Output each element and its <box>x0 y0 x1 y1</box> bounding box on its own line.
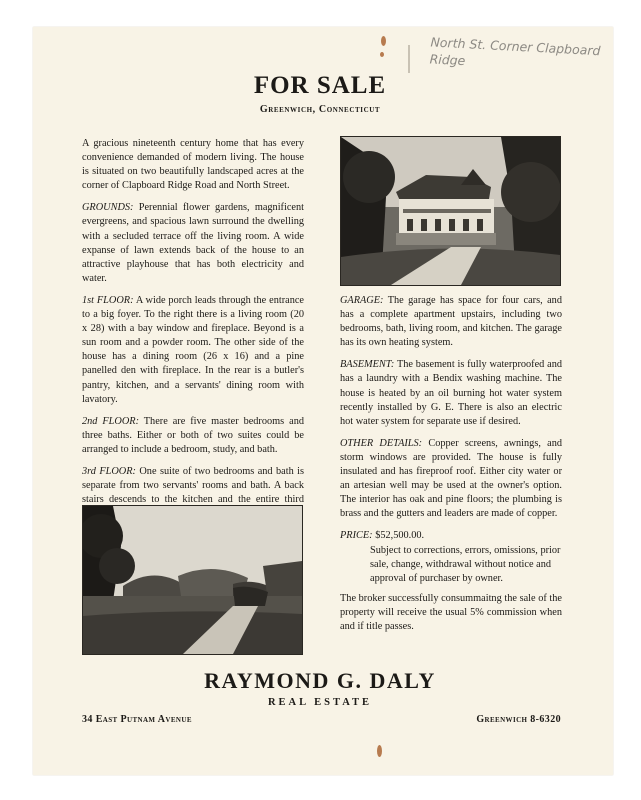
garage-paragraph <box>340 294 562 350</box>
company-address: 34 East Putnam Avenue <box>82 714 192 725</box>
price-line <box>340 529 562 543</box>
basement-paragraph <box>340 358 562 428</box>
price-value: $52,500.00. <box>375 530 425 542</box>
company-name: RAYMOND G. DALY <box>204 668 436 693</box>
second-floor-paragraph <box>82 415 304 457</box>
location-subtitle: Greenwich, Connecticut <box>259 104 381 115</box>
grounds-text: Perennial flower gardens, magnificent evergreens, and spacious lawn surround the dwelling with a secluded terrace off the living room. A wide expanse of lawn extends back of the house to an attractive playhouse that has both electricity and water. <box>82 202 304 284</box>
intro-paragraph: A gracious nineteenth century home that has every convenience demanded of modern living. The house is situated on two beautifully landscaped acres at the corner of Clapboard Ridge Road and North Street. <box>82 138 304 192</box>
handwritten-note: North St. Corner Clapboard Ridge <box>429 34 601 69</box>
garage-text: The garage has space for four cars, and has a complete apartment upstairs, including two bedrooms, bath, living room, and kitchen. The garage has its own heating system. <box>340 295 562 349</box>
stain-top-2 <box>380 52 384 57</box>
basement-text: The basement is fully waterproofed and has a laundry with a Bendix washing machine. The house is heated by an oil burning hot water system recently installed by G. E. There is also an electric hot water system for separate use if desired. <box>340 359 563 427</box>
second-floor-text: There are five master bedrooms and three baths. Either or both of two suites could be arranged to include a bedroom, study, and bath. <box>82 415 304 455</box>
first-floor-paragraph <box>82 294 304 407</box>
garage-label: GARAGE: <box>340 295 384 306</box>
third-floor-text: One suite of two bedrooms and bath is separate from two servants' rooms and bath. A back stairs descends to the kitchen and the entire third <box>82 465 304 506</box>
pencil-mark <box>408 45 410 73</box>
stain-top <box>381 36 386 46</box>
right-column <box>340 294 562 642</box>
grounds-paragraph <box>82 201 304 286</box>
first-floor-text: A wide porch leads through the entrance to a big foyer. To the right there is a living room (20 x 28) with a bay window and fireplace. Beyond is a sun room and a powder room. The other side of the house has a dining room (26 x 16) and a pine panelled den with fireplace. In the rear is a butler's pantry, kitchen, and a servants' dining room with lavatory. <box>82 294 304 405</box>
second-floor-label: 2nd FLOOR: <box>82 415 139 427</box>
company-subtitle: REAL ESTATE <box>267 697 373 708</box>
other-details-paragraph <box>340 437 562 522</box>
first-floor-label: 1st FLOOR: <box>82 294 134 306</box>
left-column <box>82 137 304 529</box>
house-photo <box>340 136 561 286</box>
other-details-text: Copper screens, awnings, and storm windows are provided. The house is fully insulated and has fireproof roof. Either city water or an artesian well may be used at the owner's option. The interior has oak and pine floors; the plumbing is brass and the gutters and leaders are made of copper. <box>340 437 562 520</box>
third-floor-label: 3rd FLOOR: <box>82 465 136 477</box>
page-title: FOR SALE <box>253 72 387 99</box>
commission-paragraph: The broker successfully consummaitng the sale of the property will receive the usual 5% commission when and if title passes. <box>340 592 562 632</box>
grounds-label: GROUNDS: <box>82 202 134 214</box>
company-phone: Greenwich 8-6320 <box>476 714 561 725</box>
basement-label: BASEMENT: <box>340 359 395 371</box>
stain-bottom <box>377 745 382 757</box>
grounds-photo <box>82 505 303 655</box>
other-details-label: OTHER DETAILS: <box>340 437 423 449</box>
price-conditions: Subject to corrections, errors, omissions, prior sale, change, withdrawal without notice and approval of purchaser by owner. <box>370 544 561 584</box>
price-label: PRICE: <box>340 530 373 542</box>
